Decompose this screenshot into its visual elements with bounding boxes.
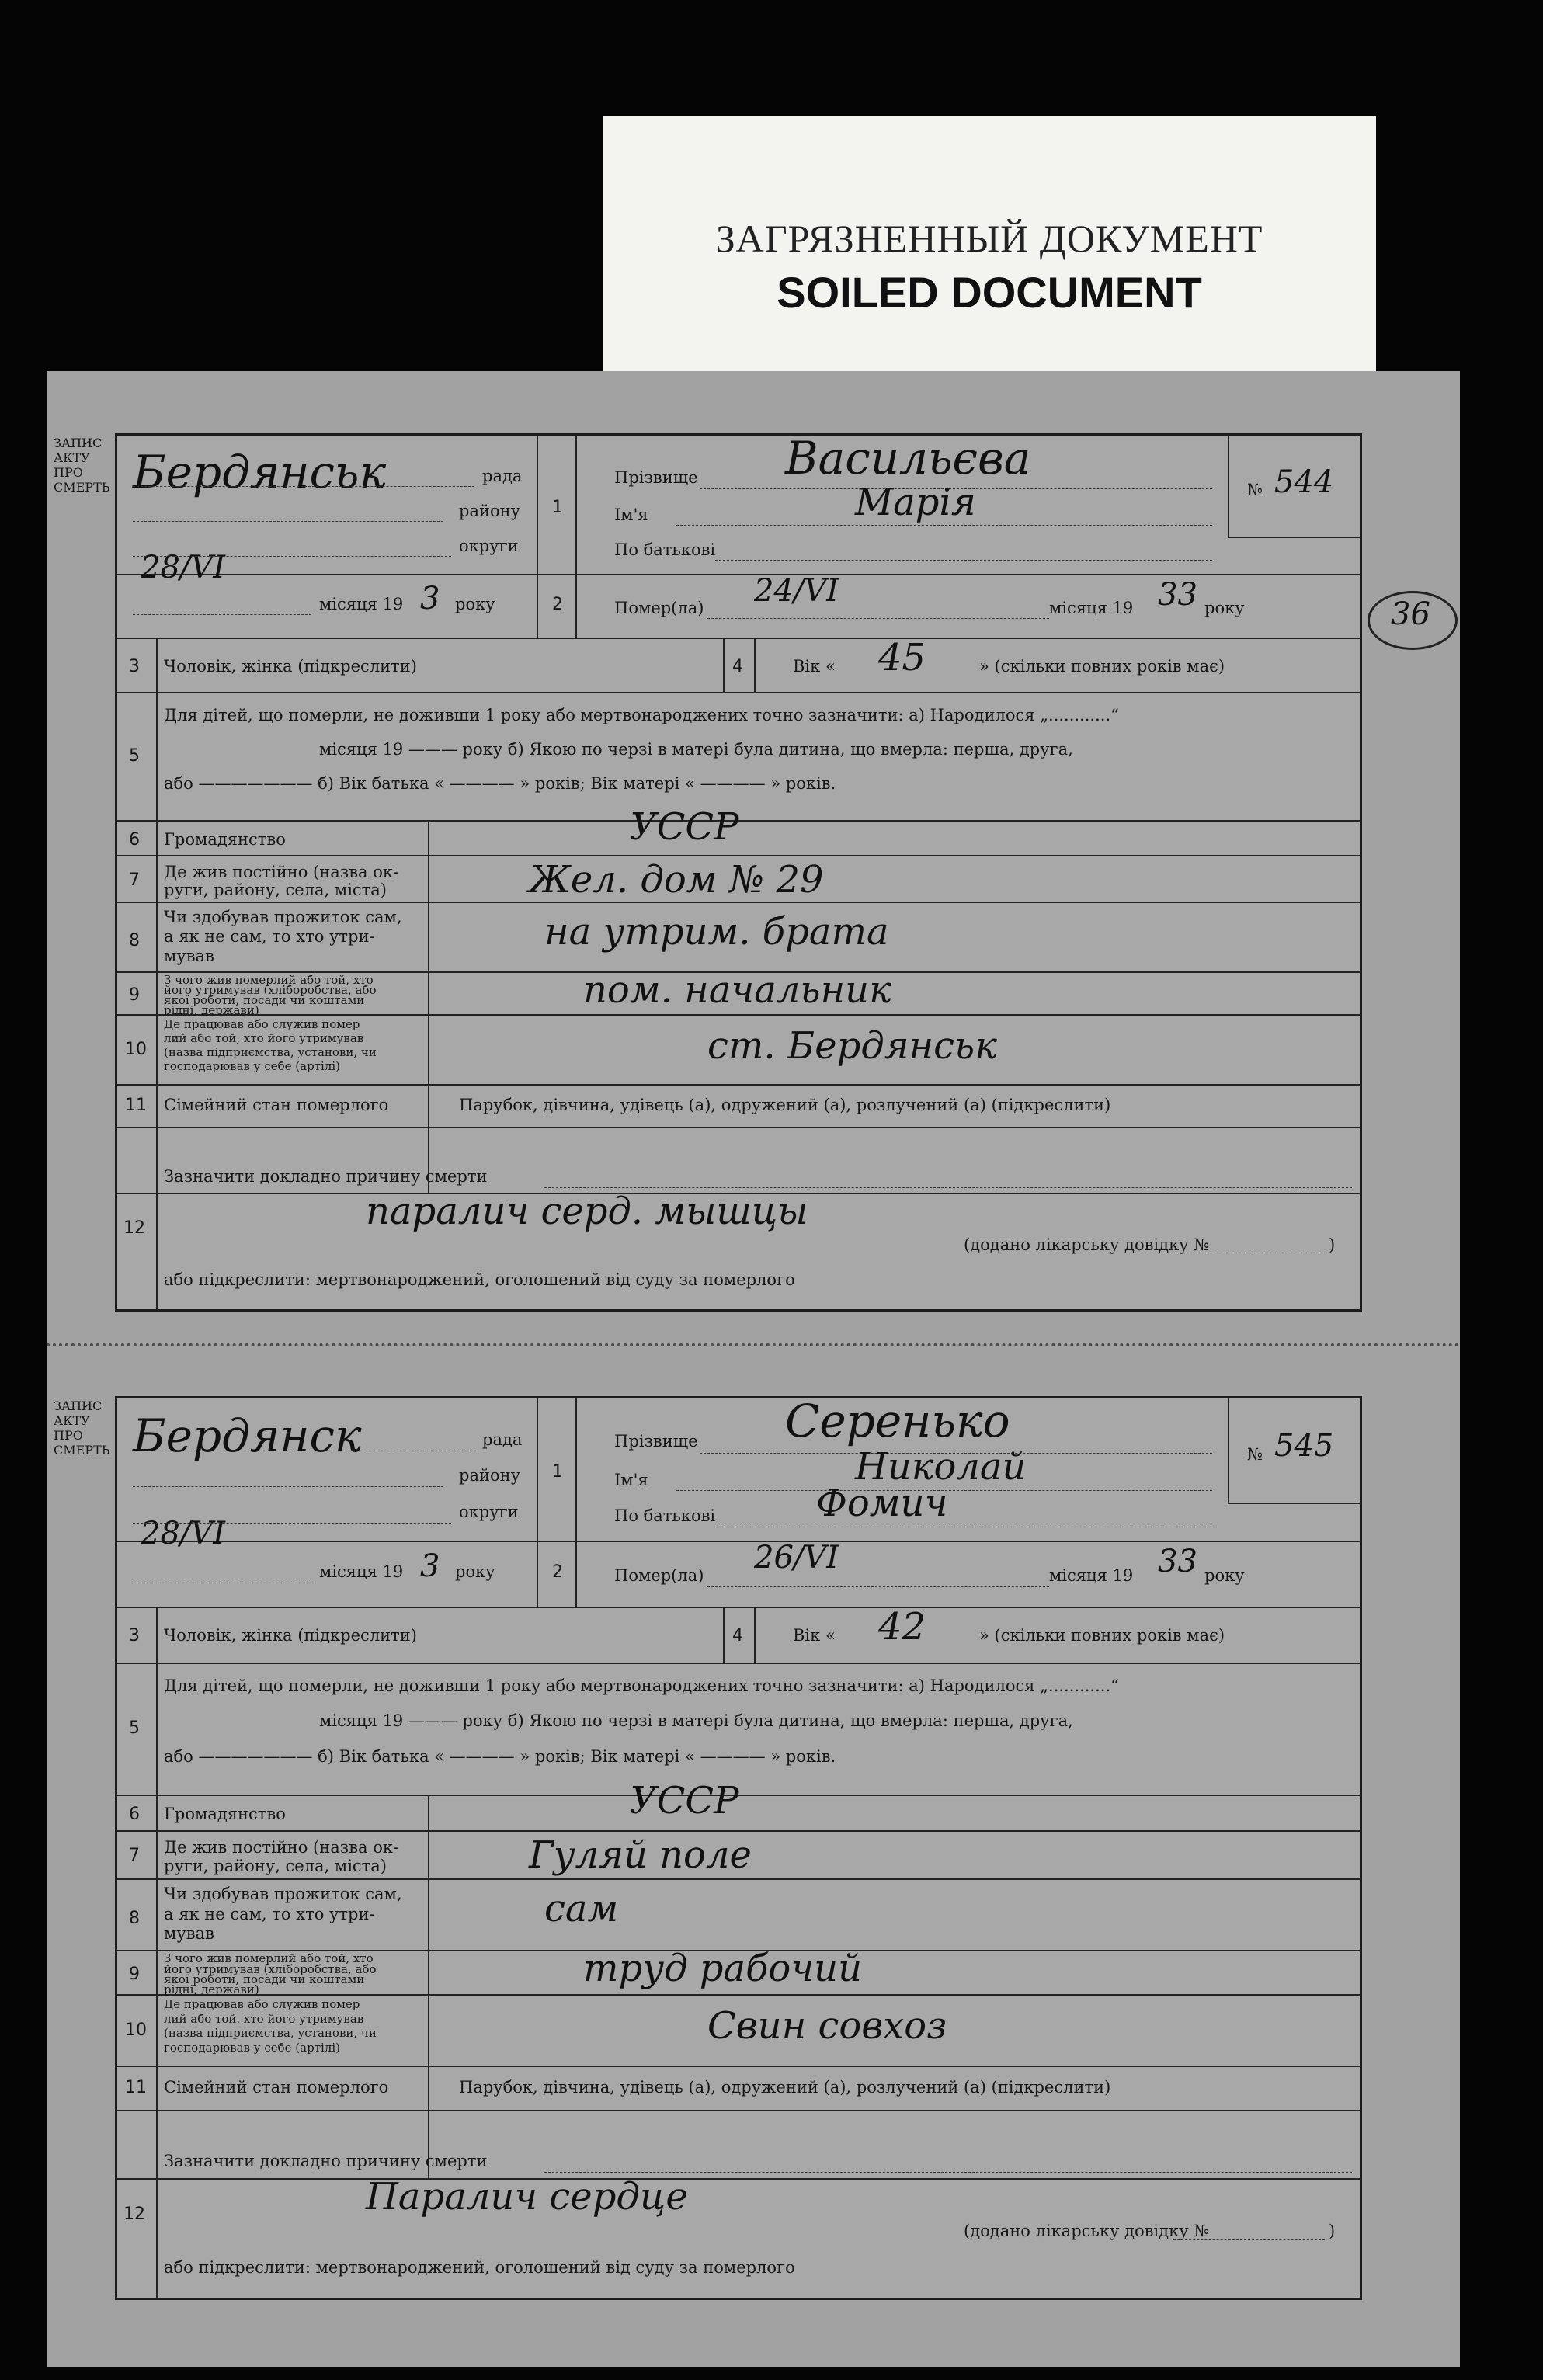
work-line-2: лий або той, хто його утримував [164, 2012, 364, 2026]
surname-label: Прізвище [614, 1432, 698, 1451]
fill-line [133, 1523, 451, 1524]
residence-handwritten[interactable]: Жел. дом № 29 [529, 858, 824, 902]
rule-line [156, 638, 158, 1193]
children-line-2: місяця 19 ——— року б) Якою по черзі в матері була дитина, що вмерла: перша, друга, [319, 740, 1073, 759]
age-label: Вік « [793, 1626, 836, 1645]
fill-line [133, 556, 451, 557]
fill-line [544, 1187, 1352, 1188]
field-number-9: 9 [129, 1965, 140, 1984]
marital-label: Сімейний стан померлого [164, 2078, 389, 2097]
rule-line [754, 1607, 756, 1663]
stillborn-label: або підкреслити: мертвонароджений, оголошений від суду за померлого [164, 2258, 795, 2277]
livelihood-handwritten[interactable]: на утрим. брата [544, 910, 889, 954]
sex-label: Чоловік, жінка (підкреслити) [164, 657, 417, 676]
record-number-label: № [1247, 481, 1263, 499]
death-year-label: року [1204, 1566, 1245, 1585]
fill-line [133, 486, 474, 487]
died-label: Помер(ла) [614, 1566, 704, 1585]
rule-line [117, 1663, 1360, 1664]
field-number-1: 1 [552, 498, 563, 517]
citizenship-handwritten[interactable]: УССР [630, 805, 739, 849]
children-line-3: або ——————— б) Вік батька « ———— » років; Вік матері « ———— » років. [164, 774, 836, 793]
death-year-handwritten[interactable]: 33 [1158, 1544, 1197, 1579]
field-number-6: 6 [129, 830, 140, 850]
fill-line [676, 525, 1212, 526]
registry-office-handwritten[interactable]: Бердянск [133, 1409, 362, 1462]
children-line-1: Для дітей, що померли, не доживши 1 року або мертвонароджених точно зазначити: а) Народилося „............“ [164, 1676, 1119, 1695]
field-number-6: 6 [129, 1805, 140, 1824]
rule-line [117, 574, 1360, 575]
death-date-handwritten[interactable]: 24/VI [754, 573, 839, 609]
children-line-1: Для дітей, що померли, не доживши 1 року або мертвонароджених точно зазначити: а) Народилося „............“ [164, 706, 1119, 724]
fill-line [133, 1486, 443, 1487]
reg-year-label: року [455, 595, 495, 613]
stamp-number-handwritten[interactable]: 36 [1391, 596, 1430, 632]
patronymic-label: По батькові [614, 1506, 716, 1525]
rule-line [117, 1014, 1360, 1016]
source-line-2: його утримував (хліборобства, або [164, 983, 377, 997]
rule-line [1228, 436, 1229, 537]
residence-line-2: руги, району, села, міста) [164, 881, 387, 899]
rule-line [428, 820, 429, 1193]
rule-line [575, 1398, 577, 1607]
death-register-page [47, 371, 1460, 2367]
field-number-8: 8 [129, 1909, 140, 1928]
death-record-form [54, 432, 1430, 1312]
vertical-title [54, 1398, 114, 2298]
marital-options: Парубок, дівчина, удівець (а), одружений (а), розлучений (а) (підкреслити) [459, 1096, 1111, 1114]
soiled-document-label [603, 116, 1376, 388]
rule-line [117, 2178, 1360, 2180]
death-month-label: місяця 19 [1049, 599, 1134, 617]
record-number-handwritten[interactable]: 544 [1274, 464, 1334, 500]
registration-year-handwritten[interactable]: 3 [420, 1548, 440, 1584]
registration-date-handwritten[interactable]: 28/VI [141, 550, 226, 585]
medical-cert-label: (додано лікарську довідку № [964, 2222, 1210, 2240]
rule-line [723, 638, 725, 692]
perforation-line [47, 1343, 1460, 1346]
source-line-2: його утримував (хліборобства, або [164, 1962, 377, 1976]
fill-line [544, 2172, 1352, 2173]
rada-label: рада [482, 1430, 523, 1449]
work-line-4: господарював у себе (артілі) [164, 2041, 340, 2055]
citizenship-label: Громадянство [164, 830, 286, 849]
cause-handwritten[interactable]: Паралич сердце [366, 2175, 688, 2218]
children-line-2: місяця 19 ——— року б) Якою по черзі в матері була дитина, що вмерла: перша, друга, [319, 1711, 1073, 1730]
death-year-handwritten[interactable]: 33 [1158, 577, 1197, 613]
raion-label: району [459, 1466, 520, 1485]
rule-line [575, 436, 577, 638]
residence-line-1: Де жив постійно (назва ок- [164, 1838, 399, 1857]
source-handwritten[interactable]: пом. начальник [583, 968, 891, 1012]
patronymic-handwritten[interactable]: Фомич [816, 1482, 948, 1525]
age-suffix-label: » (скільки повних років має) [979, 657, 1225, 676]
rule-line [1228, 537, 1360, 538]
field-number-12: 12 [123, 1218, 145, 1238]
record-number-label: № [1247, 1445, 1263, 1464]
field-number-4: 4 [732, 657, 743, 676]
reg-year-label: року [455, 1562, 495, 1581]
cause-handwritten[interactable]: паралич серд. мышцы [366, 1190, 808, 1233]
source-line-4: рідні, держави) [164, 1982, 259, 1996]
source-line-1: З чого жив померлий або той, хто [164, 973, 374, 987]
rule-line [117, 1607, 1360, 1608]
work-line-3: (назва підприємства, установи, чи [164, 1045, 377, 1059]
livelihood-line-2: а як не сам, то хто утри- [164, 927, 375, 946]
vertical-title-text: ЗАПИС АКТУ ПРО СМЕРТЬ [54, 436, 110, 495]
rule-line [1228, 1398, 1229, 1503]
rule-line [117, 1127, 1360, 1128]
rada-label: рада [482, 467, 523, 485]
rule-line [117, 902, 1360, 903]
citizenship-label: Громадянство [164, 1805, 286, 1823]
work-line-4: господарював у себе (артілі) [164, 1059, 340, 1073]
age-label: Вік « [793, 657, 836, 676]
okruh-label: округи [459, 1503, 519, 1521]
name-handwritten[interactable]: Марія [855, 481, 976, 524]
fill-line [1173, 2239, 1325, 2240]
fill-line [707, 618, 1049, 619]
vertical-title [54, 436, 114, 1309]
name-handwritten[interactable]: Николай [855, 1445, 1027, 1489]
rule-line [117, 1084, 1360, 1086]
reg-month-label: місяця 19 [319, 1562, 404, 1581]
field-number-3: 3 [129, 657, 140, 676]
field-number-7: 7 [129, 870, 140, 890]
age-handwritten[interactable]: 42 [878, 1605, 926, 1649]
livelihood-line-3: мував [164, 947, 214, 965]
rule-line [754, 638, 756, 692]
work-line-1: Де працював або служив помер [164, 1017, 360, 1031]
field-number-10: 10 [125, 1040, 147, 1059]
residence-line-2: руги, району, села, міста) [164, 1857, 387, 1875]
residence-handwritten[interactable]: Гуляй поле [529, 1833, 752, 1877]
name-label: Ім'я [614, 1471, 648, 1489]
name-label: Ім'я [614, 506, 648, 524]
citizenship-handwritten[interactable]: УССР [630, 1779, 739, 1822]
fill-line [707, 1586, 1049, 1587]
medical-cert-label: (додано лікарську довідку № [964, 1235, 1210, 1254]
record-number-handwritten[interactable]: 545 [1274, 1428, 1334, 1464]
work-handwritten[interactable]: ст. Бердянськ [707, 1024, 997, 1068]
rule-line [117, 2066, 1360, 2067]
field-number-10: 10 [125, 2020, 147, 2040]
rule-line [723, 1607, 725, 1663]
source-handwritten[interactable]: труд рабочий [583, 1947, 862, 1990]
death-year-label: року [1204, 599, 1245, 617]
rule-line [117, 1994, 1360, 1996]
sex-label: Чоловік, жінка (підкреслити) [164, 1626, 417, 1645]
work-line-1: Де працював або служив помер [164, 1997, 360, 2011]
death-record-form [54, 1395, 1362, 2300]
reg-month-label: місяця 19 [319, 595, 404, 613]
cause-label: Зазначити докладно причину смерти [164, 1167, 488, 1186]
fill-line [133, 614, 311, 615]
died-label: Помер(ла) [614, 599, 704, 617]
fill-line [133, 521, 443, 522]
field-number-9: 9 [129, 985, 140, 1005]
rule-line [117, 638, 1360, 639]
rule-line [117, 2110, 1360, 2111]
livelihood-line-1: Чи здобував прожиток сам, [164, 908, 402, 926]
source-line-4: рідні, держави) [164, 1003, 259, 1017]
death-month-label: місяця 19 [1049, 1566, 1134, 1585]
source-line-3: якої роботи, посади чи коштами [164, 993, 365, 1007]
rule-line [537, 1398, 538, 1607]
medical-cert-close: ) [1329, 1235, 1336, 1254]
medical-cert-close: ) [1329, 2222, 1336, 2240]
field-number-11: 11 [125, 1096, 147, 1115]
rule-line [156, 1607, 158, 2178]
rule-line [117, 692, 1360, 693]
field-number-2: 2 [552, 1562, 563, 1582]
rule-line [117, 1830, 1360, 1832]
rule-line [117, 1878, 1360, 1880]
livelihood-handwritten[interactable]: сам [544, 1887, 619, 1930]
okruh-label: округи [459, 537, 519, 555]
registration-date-handwritten[interactable]: 28/VI [141, 1516, 226, 1551]
work-line-2: лий або той, хто його утримував [164, 1031, 364, 1045]
field-number-5: 5 [129, 746, 140, 766]
marital-options: Парубок, дівчина, удівець (а), одружений (а), розлучений (а) (підкреслити) [459, 2078, 1111, 2097]
rule-line [117, 1541, 1360, 1542]
registry-office-handwritten[interactable]: Бердянськ [133, 446, 387, 499]
livelihood-line-1: Чи здобував прожиток сам, [164, 1885, 402, 1903]
age-handwritten[interactable]: 45 [878, 636, 926, 679]
rule-line [428, 1795, 429, 2178]
field-number-5: 5 [129, 1718, 140, 1738]
field-number-8: 8 [129, 931, 140, 950]
rule-line [537, 436, 538, 638]
surname-label: Прізвище [614, 468, 698, 487]
rule-line [1228, 1503, 1360, 1504]
cause-label: Зазначити докладно причину смерти [164, 2152, 488, 2170]
children-line-3: або ——————— б) Вік батька « ———— » років; Вік матері « ———— » років. [164, 1747, 836, 1766]
livelihood-line-3: мував [164, 1924, 214, 1943]
registration-year-handwritten[interactable]: 3 [420, 581, 440, 617]
rule-line [117, 855, 1360, 856]
field-number-7: 7 [129, 1846, 140, 1865]
raion-label: району [459, 502, 520, 520]
label-text-russian: ЗАГРЯЗНЕННЫЙ ДОКУМЕНТ [715, 217, 1263, 260]
rule-line [156, 1193, 158, 1309]
surname-handwritten[interactable]: Васильєва [785, 432, 1031, 485]
marital-label: Сімейний стан померлого [164, 1096, 389, 1114]
death-date-handwritten[interactable]: 26/VI [754, 1540, 839, 1576]
rule-line [156, 2178, 158, 2298]
field-number-3: 3 [129, 1626, 140, 1645]
residence-line-1: Де жив постійно (назва ок- [164, 863, 399, 881]
work-line-3: (назва підприємства, установи, чи [164, 2026, 377, 2040]
stillborn-label: або підкреслити: мертвонароджений, оголошений від суду за померлого [164, 1270, 795, 1289]
source-line-1: З чого жив померлий або той, хто [164, 1951, 374, 1965]
livelihood-line-2: а як не сам, то хто утри- [164, 1905, 375, 1923]
fill-line [715, 560, 1212, 561]
label-text-english: SOILED DOCUMENT [777, 268, 1202, 317]
work-handwritten[interactable]: Свин совхоз [707, 2004, 947, 2048]
surname-handwritten[interactable]: Серенько [785, 1395, 1010, 1447]
field-number-1: 1 [552, 1462, 563, 1482]
age-suffix-label: » (скільки повних років має) [979, 1626, 1225, 1645]
field-number-4: 4 [732, 1626, 743, 1645]
patronymic-label: По батькові [614, 540, 716, 559]
field-number-12: 12 [123, 2205, 145, 2224]
vertical-title-text: ЗАПИС АКТУ ПРО СМЕРТЬ [54, 1398, 110, 1458]
source-line-3: якої роботи, посади чи коштами [164, 1972, 365, 1986]
field-number-2: 2 [552, 595, 563, 614]
field-number-11: 11 [125, 2078, 147, 2097]
